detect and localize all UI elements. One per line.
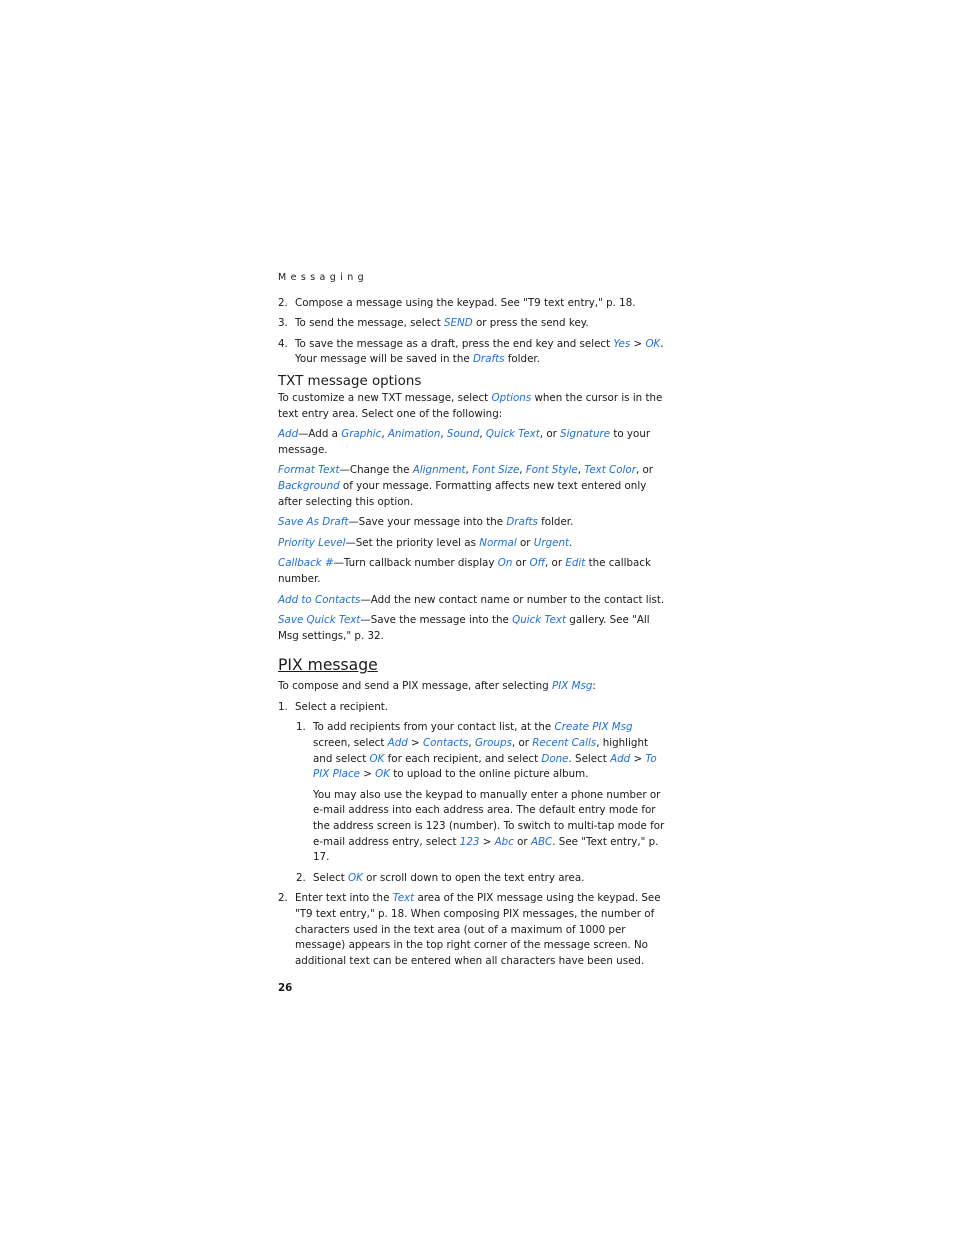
option-callback [278, 556, 670, 587]
option-add-to-contacts [278, 593, 670, 609]
text-run: to your message. [278, 428, 651, 456]
option-add [278, 427, 670, 458]
text-run: To add recipients from your contact list, at the [313, 721, 555, 734]
menu-term: Edit [565, 557, 586, 570]
section-heading-pix-message: PIX message [278, 656, 378, 675]
menu-term: Contacts [422, 737, 469, 750]
text-run: Select [313, 871, 349, 884]
running-head: Messaging [278, 272, 369, 283]
step-text [295, 296, 670, 312]
menu-term: Alignment [412, 464, 466, 477]
menu-term: On [497, 557, 513, 570]
menu-term: Format Text [278, 464, 340, 477]
step-number: 2. [278, 892, 288, 905]
text-run: Your message will be saved in the [295, 353, 473, 366]
step-number: 4. [278, 337, 288, 350]
step-number: 2. [278, 296, 288, 309]
menu-term: Groups [474, 737, 512, 750]
text-run: or [513, 835, 531, 848]
menu-term: Sound [446, 428, 480, 441]
menu-term: To PIX Place [313, 752, 657, 781]
menu-term: Priority Level [278, 536, 346, 549]
option-save-as-draft [278, 515, 670, 531]
substep-text [313, 720, 670, 782]
text-run: You may also use the keypad to manually enter a phone number or e-mail address into each address area. The default entry mode for the address screen is 123 (number). To switch to multi-tap mode for e-mail address entry, select [313, 788, 665, 848]
text-run: —Change the [339, 464, 413, 477]
menu-term: Add [278, 428, 299, 441]
text-run: . See "Text entry," p. 17. [313, 835, 659, 864]
menu-term: OK [348, 871, 363, 884]
menu-term: Done [541, 752, 569, 765]
menu-term: Urgent [533, 536, 570, 549]
text-run: —Turn callback number display [333, 557, 498, 570]
menu-term: OK [369, 752, 385, 765]
text-run: , or [539, 428, 561, 441]
text-run: , or [511, 737, 533, 750]
text-run: , or [635, 464, 654, 477]
step-text [295, 700, 670, 716]
menu-term: Drafts [472, 353, 505, 366]
menu-term: Text [392, 892, 415, 905]
menu-term: Font Size [472, 464, 520, 477]
menu-term: Callback # [278, 557, 334, 570]
substep-number: 2. [296, 871, 306, 884]
menu-term: Off [529, 557, 546, 570]
step-item [278, 700, 670, 716]
option-format-text [278, 463, 670, 510]
menu-term: Yes [613, 337, 631, 350]
menu-term: PIX Msg [552, 680, 593, 693]
text-run: for each recipient, and select [384, 752, 542, 765]
menu-term: Create PIX Msg [554, 721, 633, 734]
menu-term: Abc [494, 835, 514, 848]
menu-term: Animation [387, 428, 441, 441]
step-item [278, 891, 670, 969]
text-run: —Save the message into the [360, 614, 513, 627]
substep-item [278, 720, 670, 782]
text-run: , [381, 428, 388, 441]
text-run: > [630, 752, 646, 765]
text-run: Select a recipient. [295, 700, 389, 713]
option-save-quick-text [278, 613, 670, 644]
substep-continuation [278, 788, 670, 866]
text-run: . [569, 536, 573, 549]
menu-term: OK [375, 768, 390, 781]
text-run: , [468, 737, 475, 750]
menu-term: Background [278, 479, 340, 492]
menu-term: Text Color [584, 464, 636, 477]
text-run: > [479, 835, 495, 848]
text-run: , highlight and select [313, 737, 649, 765]
text-run: of your message. Formatting affects new text entered only after selecting this option. [278, 479, 647, 508]
step-number: 1. [278, 700, 288, 713]
menu-term: Options [491, 391, 532, 404]
menu-term: Add to Contacts [278, 593, 361, 606]
txt-options-intro [278, 391, 670, 422]
text-run: area of the PIX message using the keypad. See "T9 text entry," p. 18. When composing PIX messages, the number of characters used in the text area (out of a maximum of 1000 per message) appears in the top right corner of the message screen. No additional text can be entered when all characters have been used. [295, 892, 661, 967]
text-run: —Add the new contact name or number to the contact list. [360, 593, 665, 606]
menu-term: Quick Text [512, 614, 567, 627]
text-run: screen, select [313, 737, 388, 750]
menu-term: Signature [560, 428, 611, 441]
section-heading-txt-options: TXT message options [278, 373, 422, 389]
text-run: , [440, 428, 447, 441]
menu-term: Graphic [341, 428, 382, 441]
text-run: or [516, 536, 534, 549]
text-run: To customize a new TXT message, select [278, 391, 492, 404]
page-number: 26 [278, 982, 293, 995]
text-run: > [630, 337, 646, 350]
text-run: —Save your message into the [348, 516, 507, 529]
menu-term: Add [610, 752, 631, 765]
text-run: , or [545, 557, 566, 570]
menu-term: Quick Text [485, 428, 540, 441]
text-run: , [577, 464, 585, 477]
text-run: . [660, 337, 664, 350]
menu-term: Save Quick Text [278, 614, 361, 627]
text-run: the callback number. [278, 557, 651, 585]
text-run: > [359, 768, 376, 781]
menu-term: Recent Calls [532, 737, 597, 750]
text-run: Compose a message using the keypad. See "T9 text entry," p. 18. [295, 296, 636, 309]
text-run: folder. [504, 353, 540, 366]
text-run: to upload to the online picture album. [390, 768, 589, 781]
option-priority-level [278, 536, 670, 552]
substep-text [313, 871, 670, 887]
pix-intro [278, 679, 670, 695]
menu-term: Normal [479, 536, 517, 549]
menu-term: Add [387, 737, 408, 750]
step-text [295, 316, 670, 332]
substep-number: 1. [296, 721, 306, 734]
step-text [295, 891, 670, 969]
menu-term: 123 [459, 835, 480, 848]
text-run: when the cursor is in the text entry area. Select one of the following: [278, 391, 663, 420]
menu-term: Drafts [506, 516, 538, 529]
menu-term: ABC [530, 835, 553, 848]
text-run: or scroll down to open the text entry area. [362, 871, 585, 884]
text-run: , [479, 428, 486, 441]
step-number: 3. [278, 317, 288, 330]
text-run: , [519, 464, 526, 477]
text-run: Enter text into the [295, 892, 393, 905]
text-run: —Set the priority level as [345, 536, 480, 549]
step-item [278, 316, 670, 332]
text-run: gallery. See "All Msg settings," p. 32. [278, 614, 650, 642]
text-run: —Add a [298, 428, 342, 441]
text-run: folder. [537, 516, 574, 529]
text-run: To compose and send a PIX message, after selecting [278, 680, 552, 693]
menu-term: SEND [444, 317, 473, 330]
text-run: : [592, 680, 596, 693]
text-run: or [512, 557, 530, 570]
menu-term: Font Style [525, 464, 578, 477]
text-run: To send the message, select [295, 317, 445, 330]
text-run: , [465, 464, 473, 477]
text-run: . Select [568, 752, 611, 765]
menu-term: OK [645, 337, 661, 350]
text-run: To save the message as a draft, press the end key and select [295, 337, 614, 350]
manual-page [278, 270, 670, 997]
menu-term: Save As Draft [278, 516, 349, 529]
text-run: > [407, 737, 423, 750]
step-text [295, 337, 670, 368]
substep-item [278, 871, 670, 887]
step-item [278, 296, 670, 312]
step-item [278, 337, 670, 368]
text-run: or press the send key. [472, 317, 589, 330]
